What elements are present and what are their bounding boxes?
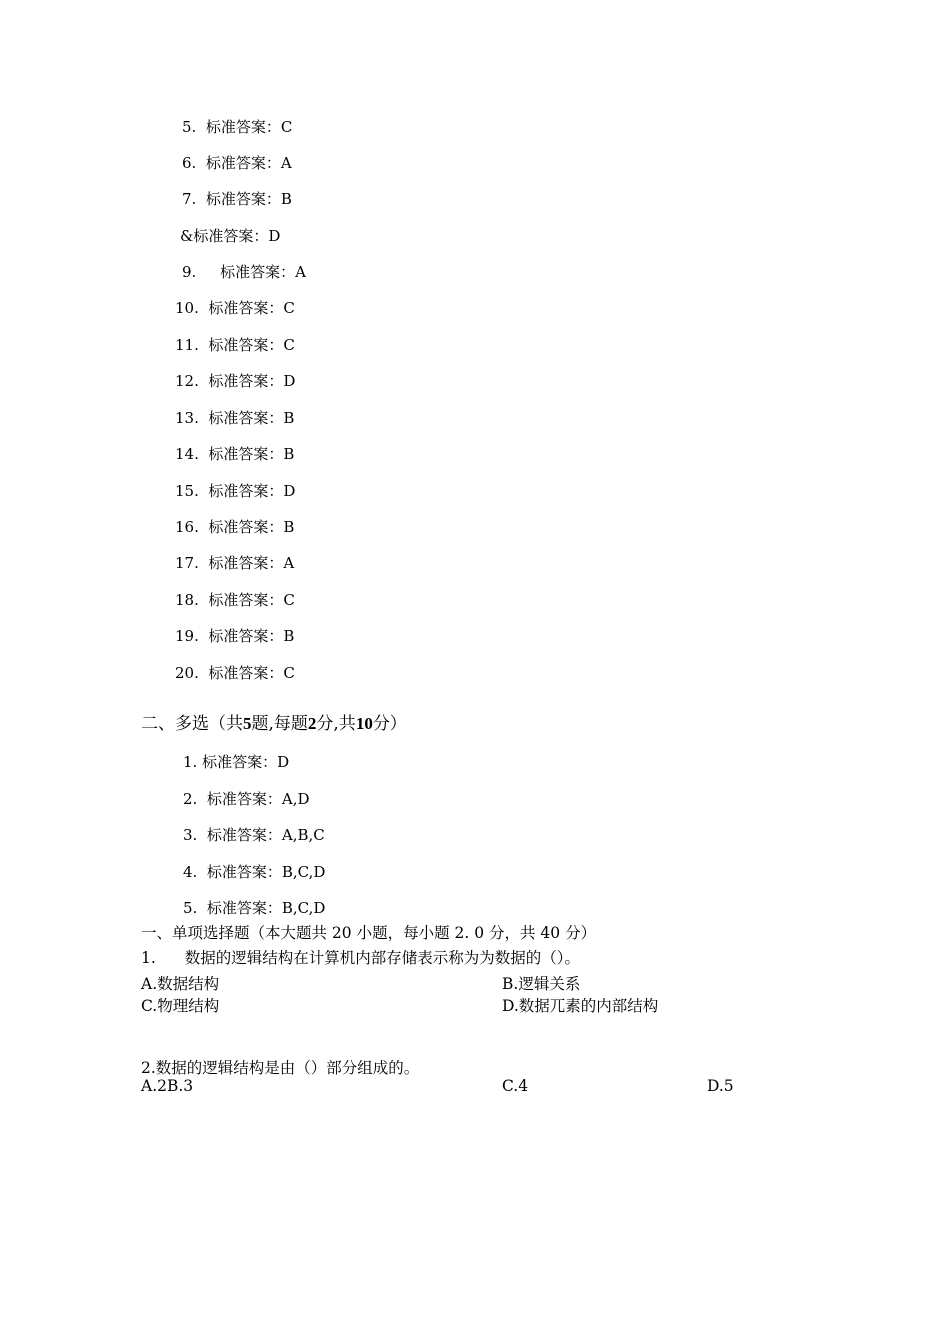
answer-number: 16.: [175, 518, 199, 536]
answer-text: 标准答案：B: [205, 190, 292, 208]
answer-text: 标准答案：D: [202, 753, 290, 771]
multi-answer-item: [183, 788, 310, 809]
heading-count: 5: [243, 714, 252, 733]
answer-item: [175, 662, 295, 683]
answer-text: 标准答案：D: [208, 372, 296, 390]
section-heading-multi: [141, 709, 407, 734]
answer-number: 2.: [183, 790, 198, 808]
multi-answer-item: [183, 897, 325, 918]
answer-item: [175, 334, 295, 355]
answer-number: 17.: [175, 554, 199, 572]
answer-item: [182, 188, 292, 209]
answer-text: 标准答案：C: [208, 336, 295, 354]
answer-number: 20.: [175, 664, 199, 682]
multi-answer-item: [183, 751, 289, 772]
answer-number: 7.: [182, 190, 197, 208]
answer-text: 标准答案：D: [208, 482, 296, 500]
answer-text: 标准答案：B: [208, 518, 295, 536]
question-1: [141, 946, 580, 968]
multi-answer-item: [183, 861, 325, 882]
answer-item: [175, 297, 295, 318]
answer-number: &: [180, 227, 194, 245]
option-c: C.4: [502, 1077, 529, 1095]
option-ab: A.2B.3: [141, 1077, 194, 1095]
answer-item: [175, 407, 294, 428]
answer-text: 标准答案：A,D: [206, 790, 310, 808]
answer-item: [182, 261, 306, 282]
answer-number: 4.: [183, 863, 198, 881]
answer-number: 5.: [182, 118, 197, 136]
heading-suffix: 分）: [372, 714, 407, 734]
heading-total: 10: [355, 714, 373, 733]
answer-number: 1.: [183, 753, 198, 771]
answer-number: 10.: [175, 299, 199, 317]
answer-number: 12.: [175, 372, 199, 390]
answer-number: 15.: [175, 482, 199, 500]
answer-item: [175, 552, 294, 573]
answer-item: [175, 443, 294, 464]
answer-item: [175, 370, 295, 391]
answer-text: 标准答案：D: [193, 227, 281, 245]
answer-number: 18.: [175, 591, 199, 609]
answer-number: 11.: [175, 336, 199, 354]
option-b: B.逻辑关系: [502, 975, 581, 993]
answer-number: 9.: [182, 263, 197, 281]
answer-number: 5.: [183, 899, 198, 917]
answer-text: 标准答案：A: [205, 154, 292, 172]
answer-text: 标准答案：B: [208, 627, 295, 645]
answer-number: 19.: [175, 627, 199, 645]
heading-mid1: 题,每题: [251, 714, 308, 734]
question-2: 2.数据的逻辑结构是由（）部分组成的。: [141, 1059, 420, 1077]
answer-item: [175, 625, 294, 646]
question-text: 数据的逻辑结构在计算机内部存储表示称为为数据的（）。: [184, 949, 580, 967]
question-number: 1.: [141, 949, 156, 967]
option-d: D.数据兀素的内部结构: [502, 997, 659, 1015]
answer-text: 标准答案：C: [208, 591, 295, 609]
multi-answer-item: [183, 824, 325, 845]
heading-score: 2: [307, 714, 317, 733]
answer-text: 标准答案：A: [220, 263, 306, 281]
answer-text: 标准答案：B: [208, 409, 295, 427]
answer-number: 3.: [183, 826, 198, 844]
answer-number: 13.: [175, 409, 199, 427]
answer-text: 标准答案：A,B,C: [206, 826, 325, 844]
heading-mid2: 分,共: [316, 714, 356, 734]
option-c: C.物理结构: [141, 997, 220, 1015]
part-one-heading: 一、单项选择题（本大题共 20 小题，每小题 2. 0 分，共 40 分）: [141, 924, 597, 942]
answer-text: 标准答案：B,C,D: [206, 899, 326, 917]
answer-item: [175, 589, 295, 610]
answer-text: 标准答案：B,C,D: [206, 863, 326, 881]
answer-text: 标准答案：A: [208, 554, 295, 572]
answer-text: 标准答案：B: [208, 445, 295, 463]
answer-item: [180, 225, 280, 246]
answer-item: [182, 116, 292, 137]
answer-item: [182, 152, 292, 173]
heading-prefix: 二、多选（共: [141, 714, 243, 734]
answer-text: 标准答案：C: [208, 664, 295, 682]
answer-number: 6.: [182, 154, 197, 172]
answer-number: 14.: [175, 445, 199, 463]
option-a: A.数据结构: [141, 975, 220, 993]
option-d: D.5: [707, 1077, 734, 1095]
answer-item: [175, 516, 294, 537]
answer-text: 标准答案：C: [208, 299, 295, 317]
answer-text: 标准答案：C: [205, 118, 293, 136]
answer-item: [175, 480, 295, 501]
